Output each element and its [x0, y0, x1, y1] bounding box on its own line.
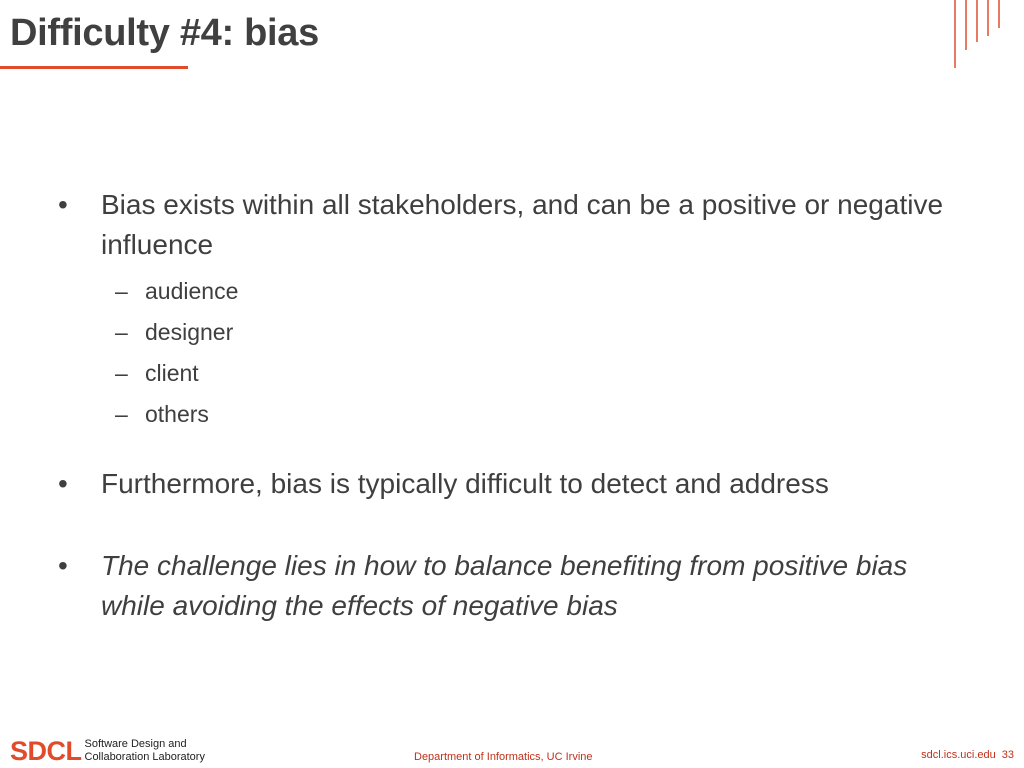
sub-bullet-dash: –: [115, 360, 128, 386]
bullet-item: [56, 546, 966, 626]
decorative-line: [954, 0, 956, 68]
decorative-line: [987, 0, 989, 36]
sub-bullet-text: designer: [145, 319, 234, 345]
sdcl-logo-line: Collaboration Laboratory: [84, 751, 205, 763]
bullet-text: Furthermore, bias is typically difficult to detect and address: [101, 468, 829, 499]
slide-content: [56, 185, 966, 626]
bullet-item: [56, 464, 966, 504]
title-underline: [0, 66, 188, 69]
sub-bullet-dash: –: [115, 278, 128, 304]
sub-bullet-list: [56, 271, 966, 435]
footer-right: [921, 749, 1014, 761]
sdcl-logo: [10, 734, 205, 768]
slide-title: Difficulty #4: bias: [10, 12, 319, 54]
sub-bullet-text: client: [145, 360, 199, 386]
footer-department: Department of Informatics, UC Irvine: [414, 751, 593, 763]
sub-bullet-item: [56, 394, 966, 435]
bullet-item: [56, 185, 966, 265]
footer-site: sdcl.ics.uci.edu: [921, 749, 996, 761]
decorative-line: [965, 0, 967, 50]
sub-bullet-dash: –: [115, 401, 128, 427]
bullet-text: Bias exists within all stakeholders, and can be a positive or negative influence: [101, 189, 944, 260]
bullet-dot: •: [58, 550, 68, 581]
decorative-lines: [954, 0, 1024, 70]
sdcl-logo-name: [85, 738, 205, 764]
sdcl-logo-mark: SDCL: [10, 736, 82, 766]
sub-bullet-text: audience: [145, 278, 239, 304]
bullet-dot: •: [58, 189, 68, 220]
sub-bullet-item: [56, 312, 966, 353]
sub-bullet-item: [56, 353, 966, 394]
bullet-dot: •: [58, 468, 68, 499]
sub-bullet-dash: –: [115, 319, 128, 345]
decorative-line: [976, 0, 978, 42]
sub-bullet-text: others: [145, 401, 209, 427]
sub-bullet-item: [56, 271, 966, 312]
sdcl-logo-line: Software Design and: [84, 738, 187, 750]
page-number: 33: [1001, 749, 1014, 761]
bullet-text: The challenge lies in how to balance benefiting from positive bias while avoiding the effects of negative bias: [101, 550, 908, 621]
decorative-line: [998, 0, 1000, 28]
